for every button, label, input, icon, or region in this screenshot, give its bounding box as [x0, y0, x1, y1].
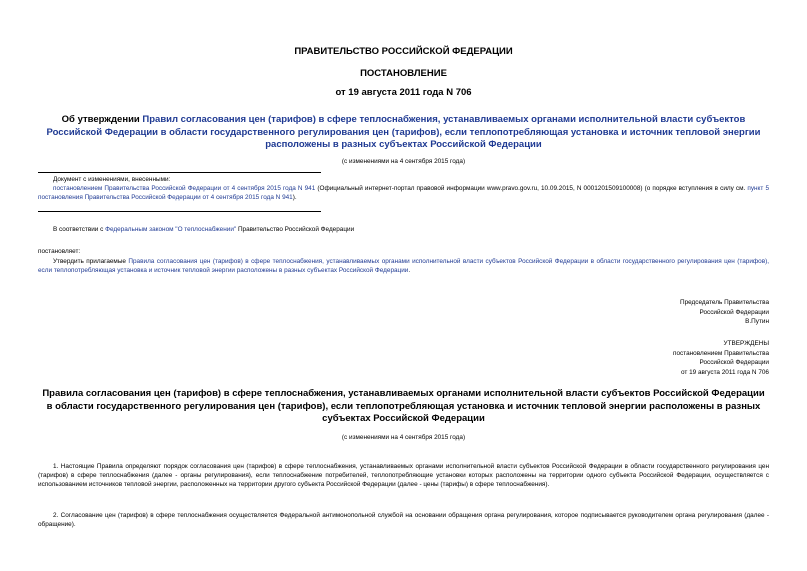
federal-law-link[interactable]: Федеральным законом "О теплоснабжении": [105, 226, 237, 233]
decree-rules-link[interactable]: Правила согласования цен (тарифов) в сфере теплоснабжения, устанавливаемых органами исполнительной власти субъектов Российской Федерации в области государственного регулирования цен (тарифов), если теплопотребляющая установка и источник тепловой энергии расположены в разных субъектах Российской Федерации: [38, 258, 770, 274]
title-prefix: Об утверждении: [61, 114, 143, 125]
amendment-end-text: ).: [292, 194, 297, 201]
amendment-point-link[interactable]: пункт 5 постановления Правительства Российской Федерации от 4 сентября 2015 года N 941: [38, 185, 769, 201]
signature-line-2: Российской Федерации: [699, 308, 769, 316]
signature-line-1: Председатель Правительства: [680, 299, 769, 306]
title-rules-link[interactable]: Правил согласования цен (тарифов) в сфере теплоснабжения, устанавливаемых органами исполнительной власти субъектов Российской Федерации в области государственного регулирования цен (тарифов), если теплопотребляющая установка и источник тепловой энергии расположены в разных субъектах Российской Федерации: [46, 114, 761, 150]
document-title: [40, 114, 767, 152]
divider-bottom: [38, 211, 321, 212]
rules-title: Правила согласования цен (тарифов) в сфере теплоснабжения, устанавливаемых органами исполнительной власти субъектов Российской Федерации в области государственного регулирования цен (тарифов), если теплопотребляющая установка и источник тепловой энергии расположены в разных субъектах Российской Федерации: [42, 388, 765, 424]
revision-note: (с изменениями на 4 сентября 2015 года): [341, 158, 466, 165]
amendments-label: Документ с изменениями, внесенными:: [53, 176, 171, 183]
decree-text: [38, 257, 769, 275]
preamble: [38, 225, 769, 234]
signature-block: [680, 298, 769, 327]
amendments-text: [38, 184, 769, 202]
approved-block: [673, 339, 769, 377]
date-number-heading: от 19 августа 2011 года N 706: [335, 87, 472, 98]
decree-prefix: Утвердить прилагаемые: [53, 258, 129, 265]
preamble-suffix: Правительство Российской Федерации: [236, 226, 355, 233]
amendments-block: [38, 175, 769, 202]
decree-suffix: .: [408, 267, 411, 274]
approved-line-4: от 19 августа 2011 года N 706: [680, 368, 769, 376]
amendment-decree-link[interactable]: постановлением Правительства Российской Федерации от 4 сентября 2015 года N 941: [53, 185, 316, 192]
signature-line-3: В.Путин: [745, 318, 769, 325]
rules-paragraph-2: 2. Согласование цен (тарифов) в сфере теплоснабжения осуществляется Федеральной антимонопольной службой на основании обращения органа регулирования, которое подписывается руководителем органа регулирования (далее - обращение).: [38, 512, 769, 528]
approved-line-1: УТВЕРЖДЕНЫ: [723, 340, 769, 347]
preamble-prefix: В соответствии с: [53, 226, 106, 233]
approved-line-2: постановлением Правительства: [673, 349, 769, 357]
approved-line-3: Российской Федерации: [699, 359, 769, 366]
divider-top: [38, 172, 321, 173]
decree-word: постановляет:: [38, 248, 81, 255]
doc-type-heading: ПОСТАНОВЛЕНИЕ: [360, 68, 447, 79]
rules-revision-note: (с изменениями на 4 сентября 2015 года): [341, 434, 466, 441]
rules-paragraph-1: 1. Настоящие Правила определяют порядок согласования цен (тарифов) в сфере теплоснабжения, устанавливаемых органами исполнительной власти субъектов Российской Федерации в области государственного регулирования цен (тарифов) в сфере теплоснабжения (далее - органы регулирования), если теплоснабжение потребителей, теплопотребляющие установки которых расположены на территории одного субъекта Российской Федерации, осуществляется с использованием источников тепловой энергии, расположенных на территории другого субъекта Российской Федерации (далее - цены (тарифы) в сфере теплоснабжения).: [38, 463, 769, 488]
government-heading: ПРАВИТЕЛЬСТВО РОССИЙСКОЙ ФЕДЕРАЦИИ: [294, 46, 513, 57]
amendment-middle-text: (Официальный интернет-портал правовой информации www.pravo.gov.ru, 10.09.2015, N 0001201509100008) (о порядке вступления в силу см.: [315, 185, 748, 192]
